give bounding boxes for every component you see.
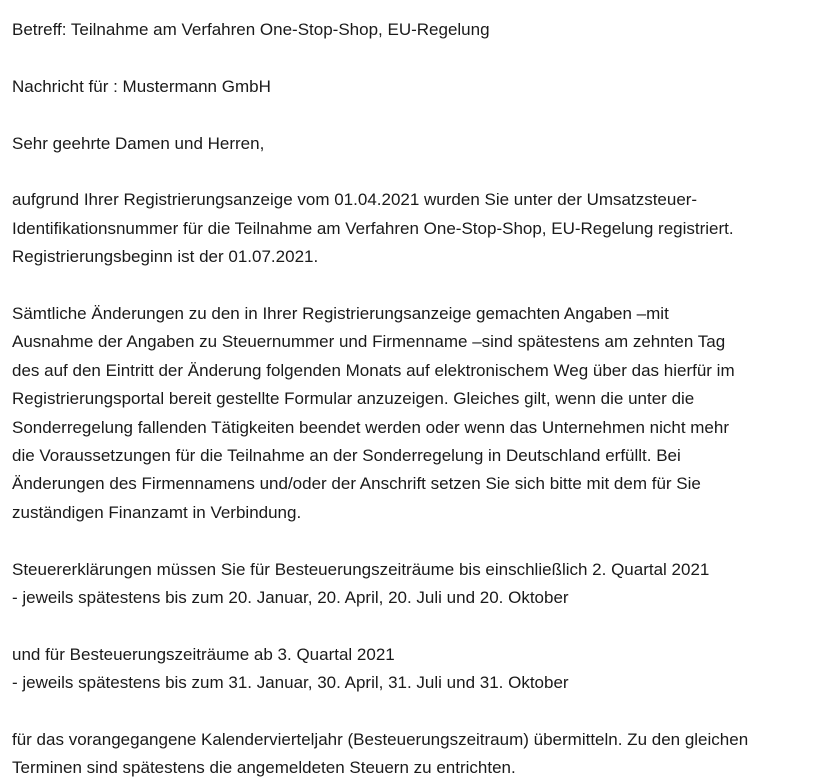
spacer [12,272,824,300]
spacer [12,612,824,640]
spacer [12,158,824,186]
subject-line: Betreff: Teilnahme am Verfahren One-Stop-Shop, EU-Regelung [12,20,490,39]
text-line: - jeweils spätestens bis zum 20. Januar, 20. April, 20. Juli und 20. Oktober [12,588,569,608]
text-line: Sämtliche Änderungen zu den in Ihrer Registrierungsanzeige gemachten Angaben –mit [12,304,669,323]
text-line: Änderungen des Firmennamens und/oder der Anschrift setzen Sie sich bitte mit dem für Sie [12,474,701,494]
paragraph-deadlines-until-q2 [12,556,824,613]
text-line: Registrierungsportal bereit gestellte Formular anzuzeigen. Gleiches gilt, wenn die unter die [12,389,695,409]
letter-document [12,16,824,783]
text-line: und für Besteuerungszeiträume ab 3. Quartal 2021 [12,644,395,664]
text-line: aufgrund Ihrer Registrierungsanzeige vom 01.04.2021 wurden Sie unter der Umsatzsteuer- [12,190,698,210]
spacer [12,698,824,726]
text-line: für das vorangegangene Kalendervierteljahr (Besteuerungszeitraum) übermitteln. Zu den gleichen [12,730,749,750]
text-line: Ausnahme der Angaben zu Steuernummer und Firmenname –sind spätestens am zehnten Tag [12,332,726,352]
text-line: Terminen sind spätestens die angemeldeten Steuern zu entrichten. [12,758,516,778]
paragraph-changes [12,300,824,527]
spacer [12,44,824,72]
salutation: Sehr geehrte Damen und Herren, [12,133,265,153]
text-line: Registrierungsbeginn ist der 01.07.2021. [12,247,319,267]
paragraph-registration [12,186,824,271]
text-line: - jeweils spätestens bis zum 31. Januar, 30. April, 31. Juli und 31. Oktober [12,673,569,693]
spacer [12,101,824,129]
text-line: Sonderregelung fallenden Tätigkeiten beendet werden oder wenn das Unternehmen nicht mehr [12,417,729,437]
spacer [12,527,824,555]
paragraph-submission [12,726,824,783]
paragraph-deadlines-from-q3 [12,641,824,698]
text-line: Steuererklärungen müssen Sie für Besteuerungszeiträume bis einschließlich 2. Quartal 2021 [12,559,710,579]
text-line: die Voraussetzungen für die Teilnahme an der Sonderregelung in Deutschland erfüllt. Bei [12,446,681,466]
text-line: des auf den Eintritt der Änderung folgenden Monats auf elektronischem Weg über das hierfür im [12,360,735,380]
recipient-line: Nachricht für : Mustermann GmbH [12,76,271,96]
text-line: zuständigen Finanzamt in Verbindung. [12,502,302,522]
text-line: Identifikationsnummer für die Teilnahme am Verfahren One-Stop-Shop, EU-Regelung registriert. [12,218,734,238]
